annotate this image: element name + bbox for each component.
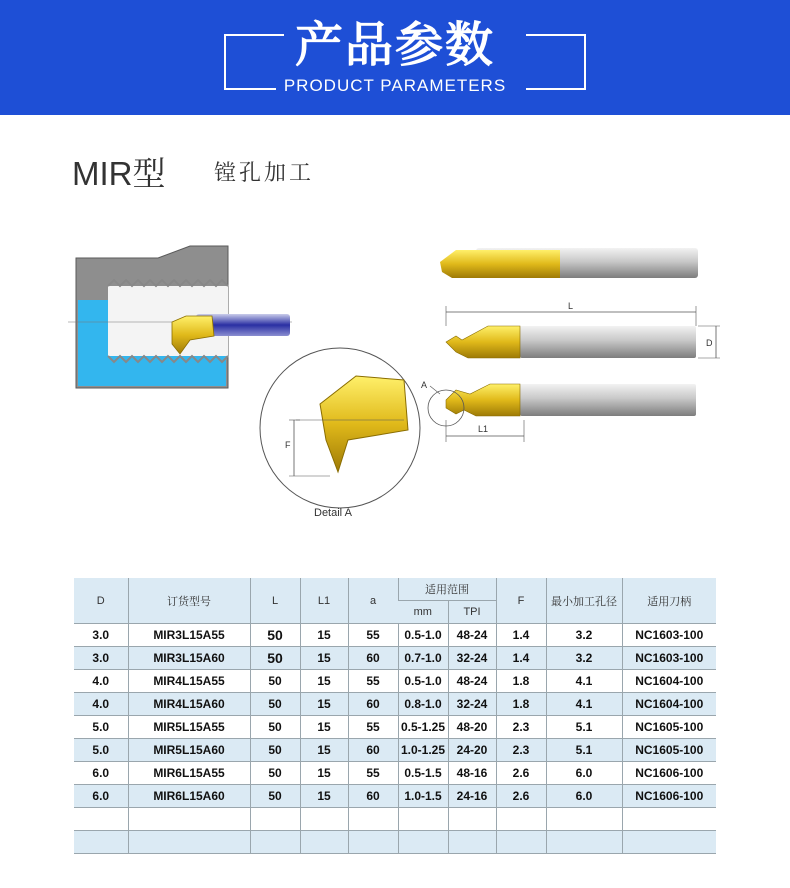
empty-cell (546, 808, 622, 831)
cell-a: 55 (348, 624, 398, 647)
cell-tpi: 48-16 (448, 762, 496, 785)
table-body (74, 624, 716, 854)
cell-model: MIR3L15A55 (128, 624, 250, 647)
empty-cell (74, 831, 128, 854)
cell-a: 60 (348, 647, 398, 670)
cell-tpi: 32-24 (448, 693, 496, 716)
tool-drawing-top (421, 380, 696, 442)
table-row (74, 762, 716, 785)
table-row (74, 647, 716, 670)
cell-min-bore: 5.1 (546, 716, 622, 739)
empty-cell (250, 831, 300, 854)
cell-min-bore: 4.1 (546, 693, 622, 716)
cell-d: 6.0 (74, 762, 128, 785)
col-header-f: F (496, 578, 546, 624)
detail-a-view (260, 348, 420, 519)
cell-f: 1.4 (496, 647, 546, 670)
cell-f: 1.8 (496, 670, 546, 693)
cell-d: 3.0 (74, 647, 128, 670)
cell-model: MIR6L15A60 (128, 785, 250, 808)
cell-holder: NC1603-100 (622, 647, 716, 670)
cell-model: MIR3L15A60 (128, 647, 250, 670)
cell-holder: NC1605-100 (622, 716, 716, 739)
cell-a: 55 (348, 716, 398, 739)
col-header-d: D (74, 578, 128, 624)
col-header-holder: 适用刀柄 (622, 578, 716, 624)
col-header-order-no: 订货型号 (128, 578, 250, 624)
table-row-empty (74, 831, 716, 854)
empty-cell (128, 831, 250, 854)
technical-drawing (0, 200, 790, 530)
cell-a: 60 (348, 693, 398, 716)
cell-model: MIR6L15A55 (128, 762, 250, 785)
empty-cell (300, 831, 348, 854)
cell-l1: 15 (300, 693, 348, 716)
cell-mm: 0.5-1.0 (398, 624, 448, 647)
dim-l1-label: L1 (478, 424, 489, 434)
cell-l: 50 (250, 762, 300, 785)
empty-cell (398, 831, 448, 854)
table-row (74, 739, 716, 762)
table-row-empty (74, 808, 716, 831)
dim-f-label: F (285, 440, 291, 450)
cell-l: 50 (250, 670, 300, 693)
empty-cell (622, 831, 716, 854)
cell-l1: 15 (300, 647, 348, 670)
col-header-tpi: TPI (448, 601, 496, 624)
col-header-range: 适用范围 (398, 578, 496, 601)
cell-model: MIR4L15A55 (128, 670, 250, 693)
tool-type-title: MIR型 (72, 155, 166, 192)
cell-tpi: 32-24 (448, 647, 496, 670)
empty-cell (496, 808, 546, 831)
cell-f: 2.3 (496, 716, 546, 739)
empty-cell (74, 808, 128, 831)
empty-cell (496, 831, 546, 854)
cell-l1: 15 (300, 716, 348, 739)
dim-a-label: A (421, 380, 428, 390)
cell-l: 50 (250, 739, 300, 762)
col-header-l1: L1 (300, 578, 348, 624)
parameter-table (74, 578, 716, 854)
cell-min-bore: 6.0 (546, 762, 622, 785)
tool-drawing-side (446, 301, 720, 358)
empty-cell (622, 808, 716, 831)
col-header-l: L (250, 578, 300, 624)
cell-mm: 1.0-1.5 (398, 785, 448, 808)
col-header-mm: mm (398, 601, 448, 624)
cell-holder: NC1605-100 (622, 739, 716, 762)
cell-d: 4.0 (74, 693, 128, 716)
cell-mm: 0.5-1.0 (398, 670, 448, 693)
cell-tpi: 24-20 (448, 739, 496, 762)
empty-cell (348, 831, 398, 854)
cell-d: 5.0 (74, 739, 128, 762)
cell-mm: 0.5-1.25 (398, 716, 448, 739)
banner-title: 产品参数 (294, 17, 495, 73)
cell-l1: 15 (300, 739, 348, 762)
cell-mm: 0.8-1.0 (398, 693, 448, 716)
cell-d: 5.0 (74, 716, 128, 739)
cell-tpi: 48-20 (448, 716, 496, 739)
cell-l: 50 (250, 624, 300, 647)
cell-mm: 0.5-1.5 (398, 762, 448, 785)
cell-holder: NC1604-100 (622, 693, 716, 716)
cell-a: 55 (348, 762, 398, 785)
cell-l: 50 (250, 785, 300, 808)
cell-f: 1.8 (496, 693, 546, 716)
cell-min-bore: 4.1 (546, 670, 622, 693)
table-row (74, 716, 716, 739)
empty-cell (448, 808, 496, 831)
cell-l1: 15 (300, 762, 348, 785)
table-row (74, 670, 716, 693)
cell-d: 4.0 (74, 670, 128, 693)
cell-l1: 15 (300, 785, 348, 808)
cell-tpi: 24-16 (448, 785, 496, 808)
cell-f: 2.6 (496, 762, 546, 785)
dim-l-label: L (568, 301, 574, 311)
cell-a: 55 (348, 670, 398, 693)
cell-d: 6.0 (74, 785, 128, 808)
empty-cell (398, 808, 448, 831)
table-row (74, 693, 716, 716)
empty-cell (546, 831, 622, 854)
tool-photo-top (440, 248, 698, 278)
cell-holder: NC1603-100 (622, 624, 716, 647)
cell-model: MIR4L15A60 (128, 693, 250, 716)
banner-subtitle-text: PRODUCT PARAMETERS (276, 76, 514, 95)
banner-subtitle (0, 76, 790, 96)
cell-l: 50 (250, 716, 300, 739)
col-header-min-bore: 最小加工孔径 (546, 578, 622, 624)
cell-min-bore: 5.1 (546, 739, 622, 762)
cell-min-bore: 3.2 (546, 647, 622, 670)
empty-cell (448, 831, 496, 854)
cell-d: 3.0 (74, 624, 128, 647)
table-row (74, 624, 716, 647)
cell-f: 2.3 (496, 739, 546, 762)
tool-type-description: 镗孔加工 (214, 161, 315, 186)
cell-holder: NC1606-100 (622, 785, 716, 808)
cell-l: 50 (250, 693, 300, 716)
cell-tpi: 48-24 (448, 670, 496, 693)
cell-l1: 15 (300, 624, 348, 647)
cell-holder: NC1606-100 (622, 762, 716, 785)
col-header-a: a (348, 578, 398, 624)
table-header-row (74, 578, 716, 601)
table-row (74, 785, 716, 808)
detail-a-label: Detail A (314, 507, 352, 519)
cell-a: 60 (348, 739, 398, 762)
cell-min-bore: 6.0 (546, 785, 622, 808)
dim-d-label: D (706, 338, 713, 348)
cell-f: 1.4 (496, 624, 546, 647)
header-banner (0, 0, 790, 115)
cell-holder: NC1604-100 (622, 670, 716, 693)
cell-mm: 1.0-1.25 (398, 739, 448, 762)
empty-cell (250, 808, 300, 831)
cell-l1: 15 (300, 670, 348, 693)
cell-tpi: 48-24 (448, 624, 496, 647)
empty-cell (348, 808, 398, 831)
cell-min-bore: 3.2 (546, 624, 622, 647)
cell-model: MIR5L15A60 (128, 739, 250, 762)
cell-l: 50 (250, 647, 300, 670)
empty-cell (300, 808, 348, 831)
cell-model: MIR5L15A55 (128, 716, 250, 739)
cell-a: 60 (348, 785, 398, 808)
cell-f: 2.6 (496, 785, 546, 808)
cell-mm: 0.7-1.0 (398, 647, 448, 670)
empty-cell (128, 808, 250, 831)
